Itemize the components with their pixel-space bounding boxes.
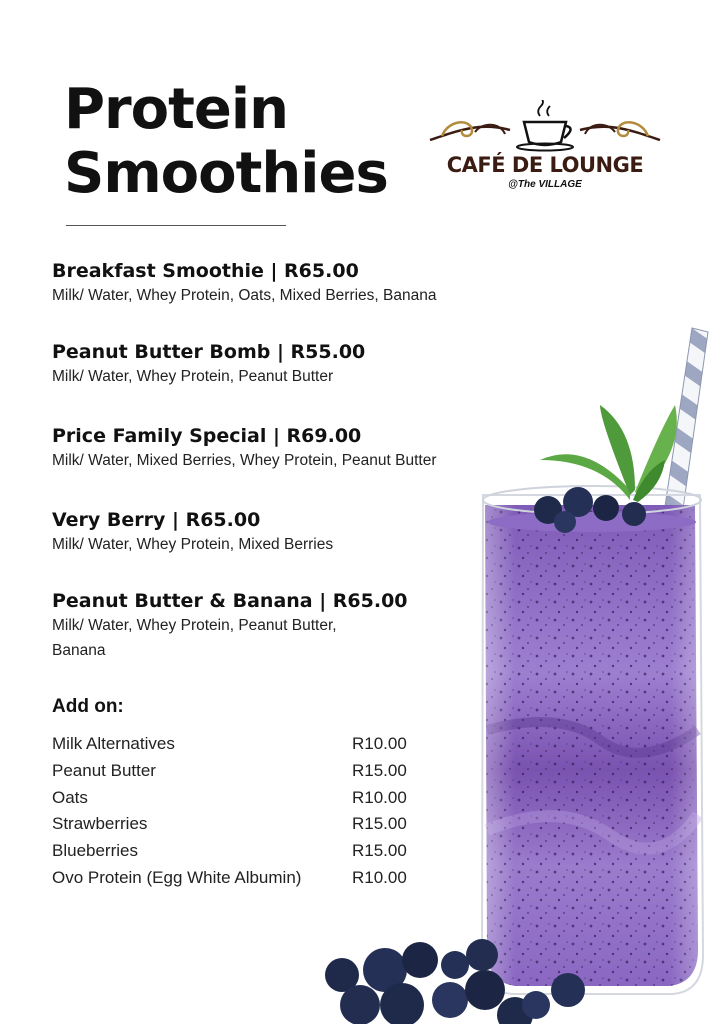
menu-item-description: Milk/ Water, Whey Protein, Oats, Mixed Berries, Banana: [52, 287, 437, 304]
logo-subtitle: @The VILLAGE: [508, 179, 582, 190]
addon-name: Ovo Protein (Egg White Albumin): [52, 867, 302, 887]
cafe-logo: [420, 100, 670, 195]
addon-name: Milk Alternatives: [52, 734, 175, 753]
addon-price: R10.00: [352, 867, 407, 887]
menu-item-description: Milk/ Water, Whey Protein, Peanut Butter: [52, 368, 334, 385]
menu-item-title: Peanut Butter & Banana | R65.00: [52, 590, 408, 612]
smoothie-illustration: [300, 310, 717, 1024]
page-title: [64, 78, 388, 206]
menu-item-description: Milk/ Water, Mixed Berries, Whey Protein, Peanut Butter: [52, 452, 437, 469]
menu-item: [52, 259, 492, 308]
addon-price: R15.00: [352, 814, 407, 834]
addons-heading: Add on:: [52, 696, 124, 717]
addon-price: R15.00: [352, 841, 407, 861]
title-line-1: Protein: [64, 77, 288, 142]
menu-item-title: Breakfast Smoothie | R65.00: [52, 260, 359, 282]
addon-name: Oats: [52, 787, 88, 807]
logo-name: CAFÉ DE LOUNGE: [446, 153, 644, 177]
smoothie-glass-icon: [482, 486, 703, 994]
addon-name: Peanut Butter: [52, 760, 156, 780]
menu-item-title: Peanut Butter Bomb | R55.00: [52, 341, 366, 363]
menu-item-description: Milk/ Water, Whey Protein, Peanut Butter,: [52, 617, 337, 634]
title-divider: [66, 225, 286, 226]
addon-name: Strawberries: [52, 814, 148, 834]
addon-price: R10.00: [352, 734, 407, 753]
coffee-cup-logo-icon: [420, 100, 670, 156]
menu-item-description: Banana: [52, 642, 106, 659]
menu-item-description: Milk/ Water, Whey Protein, Mixed Berries: [52, 536, 334, 553]
addon-name: Blueberries: [52, 841, 138, 861]
menu-item-title: Price Family Special | R69.00: [52, 425, 362, 447]
menu-item-title: Very Berry | R65.00: [52, 509, 261, 531]
addon-price: R15.00: [352, 760, 407, 780]
title-line-2: Smoothies: [64, 141, 388, 206]
addon-price: R10.00: [352, 787, 407, 807]
